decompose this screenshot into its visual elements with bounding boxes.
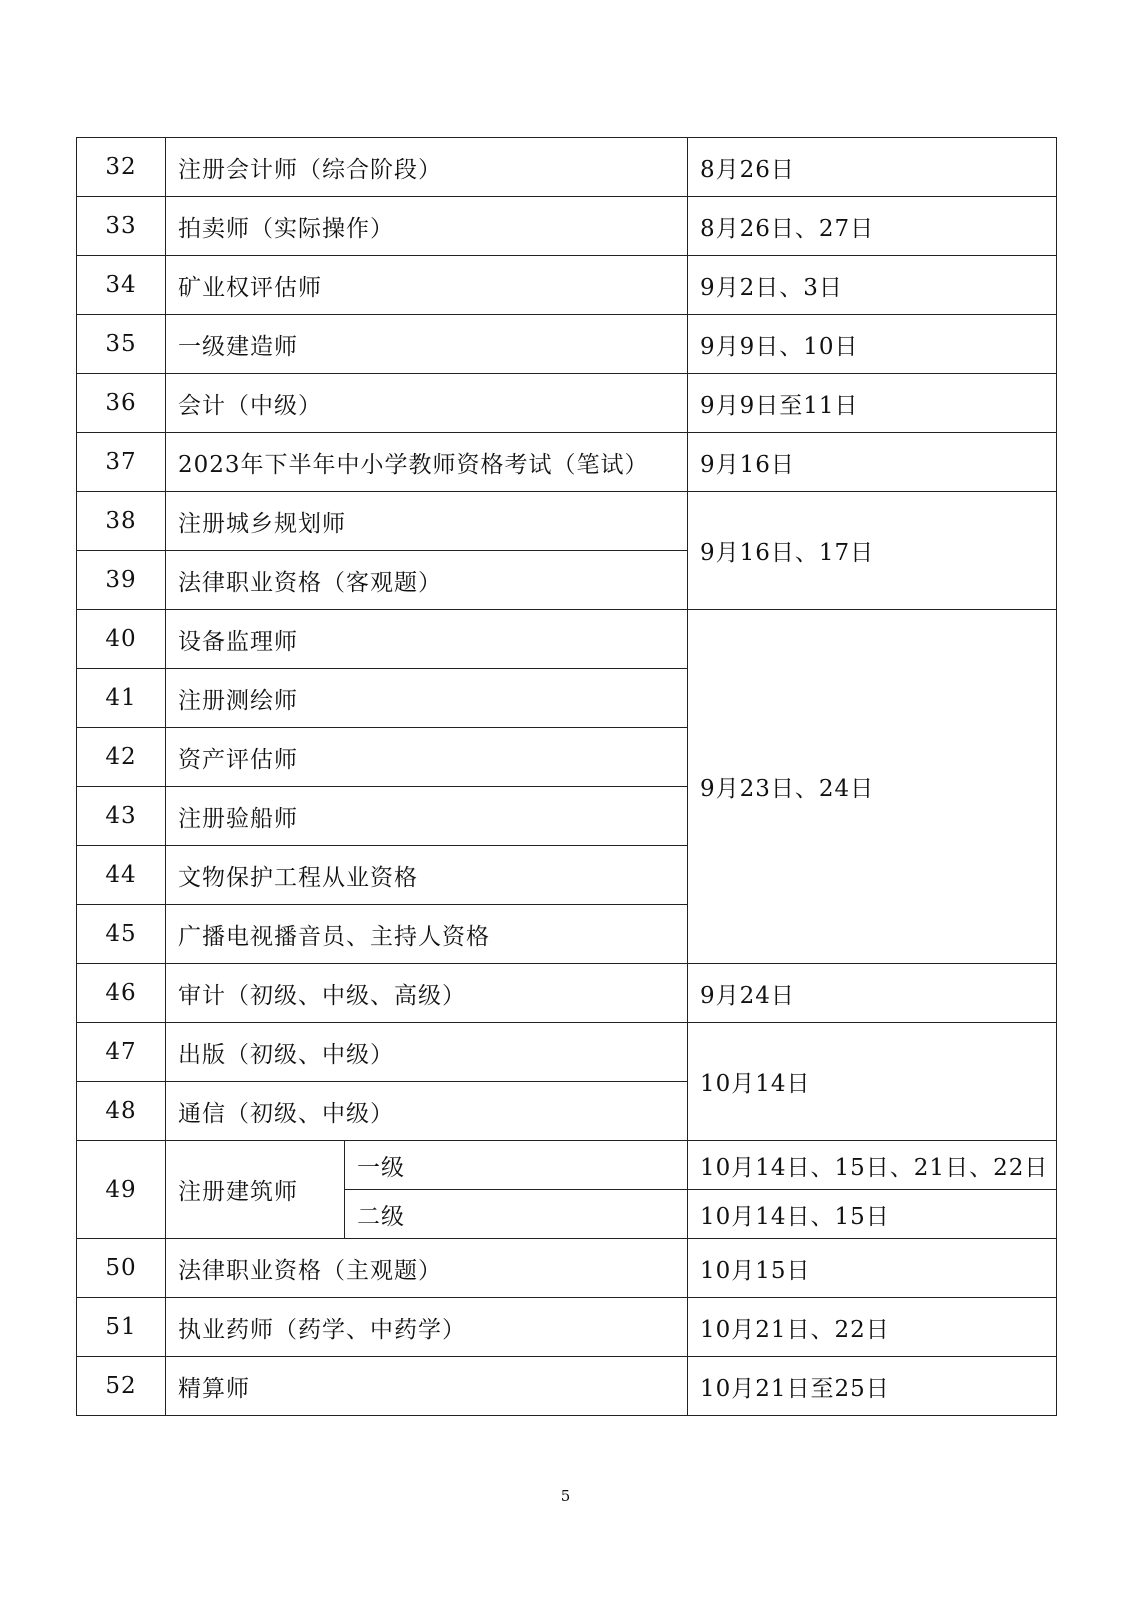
exam-name: 会计（中级）: [166, 374, 688, 433]
row-number: 40: [77, 610, 166, 669]
exam-date: 9月16日、17日: [688, 492, 1057, 610]
exam-name: 广播电视播音员、主持人资格: [166, 905, 688, 964]
row-number: 49: [77, 1141, 166, 1239]
exam-name: 法律职业资格（客观题）: [166, 551, 688, 610]
row-number: 45: [77, 905, 166, 964]
exam-date: 9月24日: [688, 964, 1057, 1023]
row-number: 44: [77, 846, 166, 905]
table-row: [77, 1298, 1057, 1357]
exam-name: 设备监理师: [166, 610, 688, 669]
row-number: 33: [77, 197, 166, 256]
exam-date: 10月21日至25日: [688, 1357, 1057, 1416]
row-number: 42: [77, 728, 166, 787]
exam-name: 审计（初级、中级、高级）: [166, 964, 688, 1023]
exam-date: 10月14日、15日: [688, 1190, 1057, 1239]
row-number: 34: [77, 256, 166, 315]
exam-name: 注册城乡规划师: [166, 492, 688, 551]
row-number: 37: [77, 433, 166, 492]
row-number: 41: [77, 669, 166, 728]
exam-level: 一级: [345, 1141, 688, 1190]
exam-level: 二级: [345, 1190, 688, 1239]
exam-name: 2023年下半年中小学教师资格考试（笔试）: [166, 433, 688, 492]
exam-date: 9月9日、10日: [688, 315, 1057, 374]
row-number: 38: [77, 492, 166, 551]
row-number: 48: [77, 1082, 166, 1141]
row-number: 36: [77, 374, 166, 433]
table-row: [77, 1357, 1057, 1416]
exam-schedule-table: [76, 137, 1057, 1416]
row-number: 50: [77, 1239, 166, 1298]
row-number: 32: [77, 138, 166, 197]
exam-date: 9月23日、24日: [688, 610, 1057, 964]
table-row: [77, 374, 1057, 433]
row-number: 46: [77, 964, 166, 1023]
exam-name: 文物保护工程从业资格: [166, 846, 688, 905]
table-row: [77, 1141, 1057, 1190]
exam-date: 10月14日、15日、21日、22日: [688, 1141, 1057, 1190]
table-row: [77, 964, 1057, 1023]
table-row: [77, 197, 1057, 256]
table-row: [77, 433, 1057, 492]
exam-name: 注册测绘师: [166, 669, 688, 728]
row-number: 35: [77, 315, 166, 374]
exam-name: 拍卖师（实际操作）: [166, 197, 688, 256]
exam-date: 8月26日: [688, 138, 1057, 197]
exam-name: 矿业权评估师: [166, 256, 688, 315]
row-number: 47: [77, 1023, 166, 1082]
row-number: 52: [77, 1357, 166, 1416]
exam-date: 10月15日: [688, 1239, 1057, 1298]
exam-name: 资产评估师: [166, 728, 688, 787]
exam-date: 10月14日: [688, 1023, 1057, 1141]
exam-date: 9月2日、3日: [688, 256, 1057, 315]
table-row: [77, 256, 1057, 315]
exam-name: 法律职业资格（主观题）: [166, 1239, 688, 1298]
row-number: 39: [77, 551, 166, 610]
table-row: [77, 1239, 1057, 1298]
exam-name: 出版（初级、中级）: [166, 1023, 688, 1082]
table-row: [77, 492, 1057, 551]
table-row: [77, 610, 1057, 669]
exam-date: 9月9日至11日: [688, 374, 1057, 433]
exam-name: 精算师: [166, 1357, 688, 1416]
exam-date: 10月21日、22日: [688, 1298, 1057, 1357]
exam-name: 执业药师（药学、中药学）: [166, 1298, 688, 1357]
exam-name: 注册会计师（综合阶段）: [166, 138, 688, 197]
exam-date: 9月16日: [688, 433, 1057, 492]
row-number: 43: [77, 787, 166, 846]
exam-name: 注册建筑师: [166, 1141, 345, 1239]
exam-name: 注册验船师: [166, 787, 688, 846]
exam-date: 8月26日、27日: [688, 197, 1057, 256]
table-row: [77, 315, 1057, 374]
row-number: 51: [77, 1298, 166, 1357]
exam-name: 一级建造师: [166, 315, 688, 374]
table-row: [77, 1023, 1057, 1082]
page-number: 5: [560, 1487, 571, 1505]
exam-name: 通信（初级、中级）: [166, 1082, 688, 1141]
table-row: [77, 138, 1057, 197]
